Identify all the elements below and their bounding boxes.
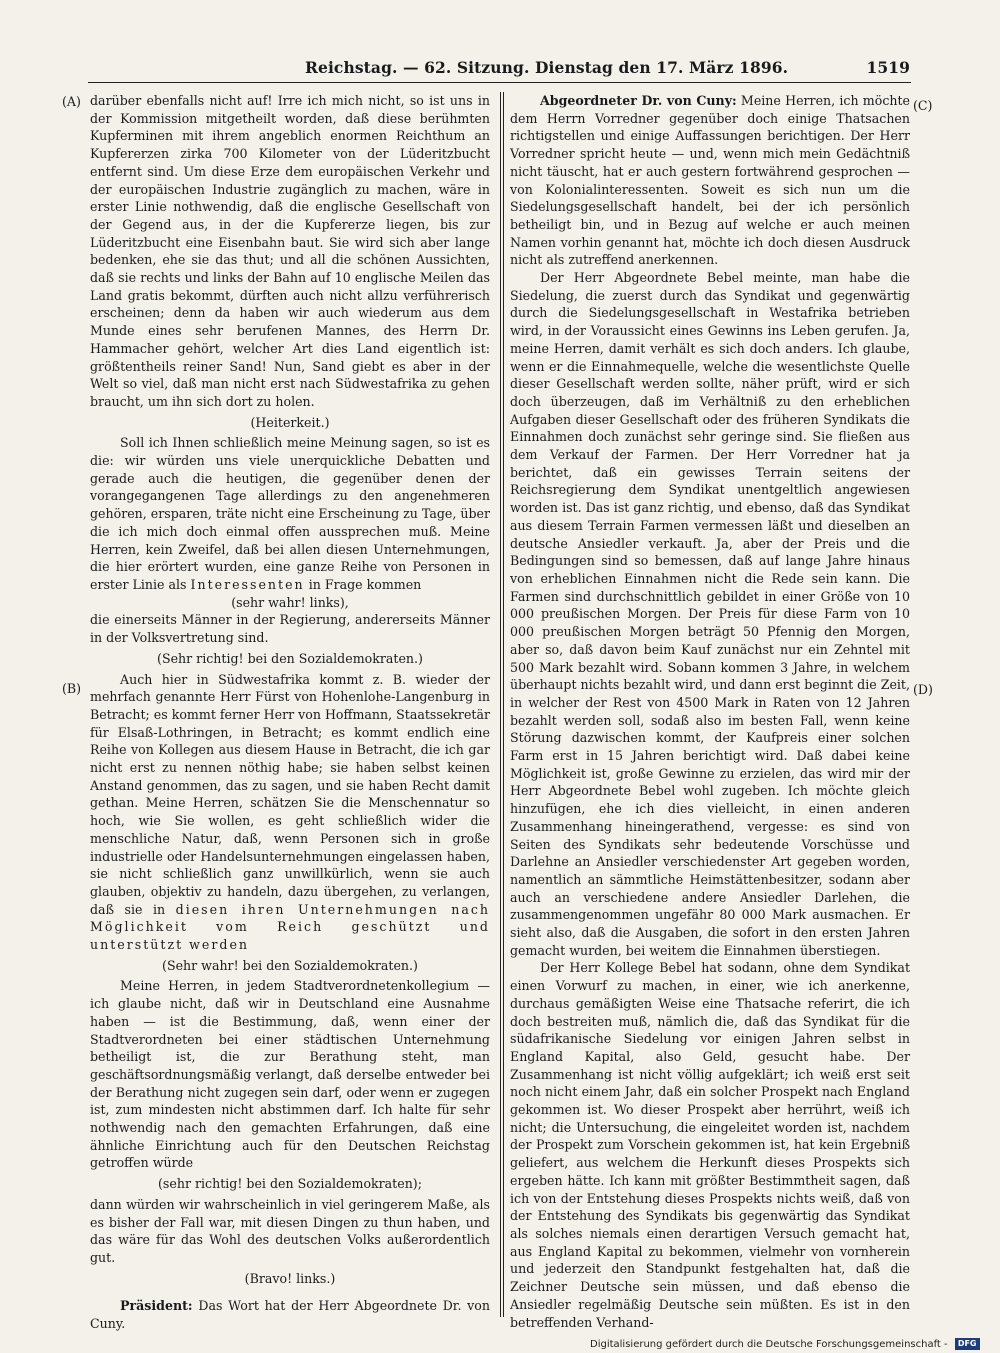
speaker-label: Präsident: (120, 1298, 193, 1314)
paragraph: dann würden wir wahrscheinlich in viel geringerem Maße, als es bisher der Fall war, mit diesen Dingen zu thun haben, und das wäre für das Wohl des deutschen Volks außerordentlich gut. (90, 1196, 490, 1265)
paragraph (90, 434, 490, 593)
column-divider-second (503, 92, 504, 1317)
margin-marker-c: (C) (913, 98, 933, 113)
paragraph: Der Herr Kollege Bebel hat sodann, ohne dem Syndikat einen Vorwurf zu machen, in einer, wie ich anerkenne, durchaus gemäßigten Weise eine Thatsache referirt, die ich doch bestreiten muß, nämlich die, daß das Syndikat für die südafrikanische Siedelung vor einigen Jahren selbst in England Kapital, also Geld, gesucht habe. Der Zusammenhang ist nicht völlig aufgeklärt; ich weiß erst seit noch nicht einem Jahr, daß ein solcher Prospekt nach England gekommen ist. Wo dieser Prospekt aber herrührt, weiß ich nicht; die Untersuchung, die eingeleitet worden ist, nachdem der Prospekt zum Vorschein gekommen ist, hat kein Ergebniß geliefert, aus welchem die Herkunft dieses Prospekts sich ergeben hätte. Ich kann mit größter Bestimmtheit sagen, daß ich von der Entstehung dieses Prospekts nichts weiß, daß von der Entstehung des Syndikats bis gegenwärtig das Syndikat als solches niemals einen derartigen Versuch gemacht hat, aus England Kapital zu bekommen, vielmehr von vornherein und jederzeit den Standpunkt festgehalten hat, daß die Zeichner Deutsche sein müssen, und daß ebenso die Ansiedler regelmäßig Deutsche sein müßten. Es ist in den betreffenden Verhand- (510, 960, 910, 1330)
interjection: (sehr wahr! links), (231, 594, 349, 610)
speaker-paragraph (510, 92, 910, 269)
footer-text: Digitalisierung gefördert durch die Deutsche Forschungsgemeinschaft - (590, 1339, 948, 1350)
paragraph: Der Herr Abgeordnete Bebel meinte, man habe die Siedelung, die zuerst durch das Syndikat und gegenwärtig durch die Siedelungsgesellschaft in Westafrika betrieben wird, in der Voraussicht eines Gewinns ins Leben gerufen. Ja, meine Herren, damit verhält es sich doch anders. Ich glaube, wenn er die Einnahmequelle, welche die wesentlichste Quelle dieser Gesellschaft werden sollte, näher prüft, wird er sich doch überzeugen, daß im Verhältniß zu den erheblichen Aufgaben dieser Gesellschaft oder des früheren Syndikats die Einnahmen doch zunächst sehr geringe sind. Sie fließen aus dem Verkauf der Farmen. Der Herr Vorredner hat ja berichtet, daß ein gewisses Terrain seitens der Reichsregierung dem Syndikat unentgeltlich angewiesen worden ist. Das ist ganz richtig, und ebenso, daß das Syndikat aus diesem Terrain Farmen vermessen läßt und dieselben an deutsche Ansiedler verkauft. Ja, aber der Preis und die Bedingungen sind so bemessen, daß auf lange Jahre hinaus von erheblichen Einnahmen nicht die Rede sein kann. Die Farmen sind durchschnittlich gebildet in einer Größe von 10 000 preußischen Morgen. Der Preis für diese Farm von 10 000 preußischen Morgen beträgt 50 Pfennig den Morgen, aber so, daß davon beim Kauf zunächst nur ein Zehntel mit 500 Mark bezahlt wird. Sobann kommen 3 Jahre, in welchem überhaupt nichts bezahlt wird, und dann erst beginnt die Zeit, in welcher der Rest von 4500 Mark in Raten von 12 Jahren bezahlt werden soll, sodaß also im besten Fall, wenn keine Störung dazwischen kommt, der Kaufpreis einer solchen Farm erst in 15 Jahren berichtigt wird. Daß dabei keine Möglichkeit ist, große Gewinne zu erzielen, das wird mir der Herr Abgeordnete Bebel wohl zugeben. Ich möchte gleich hinzufügen, ehe ich dies vielleicht, in einen anderen Zusammenhang hineingerathend, vergesse: es sind von Seiten des Syndikats sehr bedeutende Vorschüsse und Darlehne an Ansiedler verschiedenster Art gegeben worden, namentlich an sämmtliche Heimstättenbesitzer, sodann aber auch an verschiedene andere Ansiedler Darlehen, die zusammengenommen ungefähr 80 000 Mark ausmachen. Er sieht also, daß die Ausgaben, die sofort in den ersten Jahren gemacht wurden, bei weitem die Einnahmen überstiegen. (510, 270, 910, 958)
interjection: (Sehr richtig! bei den Sozialdemokraten.) (157, 650, 423, 666)
spaced-emphasis: Interessenten (190, 576, 305, 592)
paragraph-text: Meine Herren, ich möchte dem Herrn Vorredner gegenüber doch einige Thatsachen richtigstellen und einige Auffassungen berichtigen. Der Herr Vorredner spricht heute — und, wenn mich mein Gedächtniß nicht täuscht, hat er auch gestern fortwährend gesprochen — von Kolonialinteressenten. Soweit es sich nun um die Siedelungsgesellschaft handelt, bei der ich persönlich betheiligt bin, und in Bezug auf welche er auch meinen Namen vorhin genannt hat, möchte ich doch diesen Ausdruck nicht als zutreffend anerkennen. (510, 93, 910, 268)
left-column (90, 92, 490, 1332)
interjection: (Sehr wahr! bei den Sozialdemokraten.) (162, 957, 418, 973)
paragraph: Meine Herren, in jedem Stadtverordnetenkollegium — ich glaube nicht, daß wir in Deutschland eine Ausnahme haben — ist die Bestimmung, daß, wenn einer der Stadtverordneten bei einer städtischen Unternehmung betheiligt ist, die zur Berathung steht, man geschäftsordnungsmäßig verlangt, daß derselbe entweder bei der Berathung nicht zugegen sein darf, oder wenn er zugegen ist, zum mindesten nicht abstimmen darf. Ich halte für sehr nothwendig nach den gemachten Erfahrungen, daß eine ähnliche Einrichtung auch für den Deutschen Reichstag getroffen würde (90, 978, 490, 1171)
dfg-logo-icon: DFG (955, 1338, 980, 1350)
margin-marker-b: (B) (62, 681, 82, 696)
paragraph-text: Auch hier in Südwestafrika kommt z. B. wieder der mehrfach genannte Herr Fürst von Hohenlohe-Langenburg in Betracht; es kommt ferner Herr von Hoffmann, Staatssekretär für Elsaß-Lothringen, in Betracht; es kommt endlich eine Reihe von Kollegen aus diesem Hause in Betracht, die ich gar nicht erst zu nennen nöthig habe; sie haben selbst keinen Anstand genommen, das zu sagen, und sie haben Recht damit gethan. Meine Herren, schätzen Sie die Menschennatur so hoch, wie Sie wollen, es geht schließlich wider die menschliche Natur, daß, wenn Personen sich in große industrielle oder Handelsunternehmungen eingelassen haben, sie nicht schließlich ganz unwillkürlich, wenn sie auch glauben, objektiv zu handeln, dazu übergehen, zu verlangen, daß sie in (90, 671, 490, 917)
margin-marker-a: (A) (62, 94, 81, 109)
margin-marker-d: (D) (913, 682, 933, 697)
interjection: (Heiterkeit.) (250, 414, 330, 430)
speaker-paragraph (90, 1297, 490, 1332)
paragraph: die einerseits Männer in der Regierung, andererseits Männer in der Volksvertretung sind. (90, 612, 490, 646)
header-rule (88, 82, 911, 83)
spaced-emphasis: diesen ihren Unternehmungen nach Möglichkeit vom Reich geschützt und unterstützt werden (90, 901, 490, 953)
paragraph-text: in Frage kommen (308, 576, 422, 592)
paragraph-text: Soll ich Ihnen schließlich meine Meinung sagen, so ist es die: wir würden uns viele unerquickliche Debatten und gerade auch die heutigen, die gegenüber denen der vorangegangenen Tage allerdings zu den angenehmeren gehören, ersparen, träte nicht eine Erscheinung zu Tage, über die ich mich doch einmal offen aussprechen muß. Meine Herren, kein Zweifel, daß bei allen diesen Unternehmungen, die hier erörtert wurden, eine ganze Reihe von Personen in erster Linie als (90, 435, 490, 592)
paragraph (90, 671, 490, 954)
column-divider (500, 92, 501, 1317)
paragraph-text: Das Wort hat der Herr Abgeordnete Dr. von Cuny. (90, 1298, 490, 1332)
speaker-label: Abgeordneter Dr. von Cuny: (540, 93, 737, 108)
interjection: (Bravo! links.) (244, 1270, 336, 1286)
right-column (510, 92, 910, 1330)
running-head: Reichstag. — 62. Sitzung. Dienstag den 17. März 1896. (305, 58, 789, 77)
running-header (305, 58, 910, 82)
page-number: 1519 (866, 58, 910, 77)
interjection: (sehr richtig! bei den Sozialdemokraten); (158, 1176, 422, 1192)
footer-credit (590, 1338, 990, 1352)
paragraph: darüber ebenfalls nicht auf! Irre ich mich nicht, so ist uns in der Kommission mitgetheilt worden, daß diese berühmten Kupferminen mit ihrem angeblich enormen Reichthum an Kupfererzen zirka 700 Kilometer von der Lüderitzbucht entfernt sind. Um diese Erze dem europäischen Verkehr und der europäischen Industrie zugänglich zu machen, wäre in erster Linie nothwendig, daß die englische Gesellschaft von der Gegend aus, in der die Kupfererze liegen, bis zur Lüderitzbucht eine Eisenbahn baut. Sie wird sich aber lange bedenken, ehe sie das thut; und all die schönen Aussichten, daß sie rechts und links der Bahn auf 10 englische Meilen das Land gratis bekommt, dürften auch nicht allzu verführerisch erscheinen; denn da haben wir auch wiederum aus dem Munde eines sehr berufenen Mannes, des Herrn Dr. Hammacher gehört, welcher Art dies Land eigentlich ist: größtentheils reiner Sand! Nun, Sand giebt es aber in der Welt so viel, daß man nicht erst nach Südwestafrika zu gehen braucht, um ihn sich dort zu holen. (90, 93, 490, 409)
